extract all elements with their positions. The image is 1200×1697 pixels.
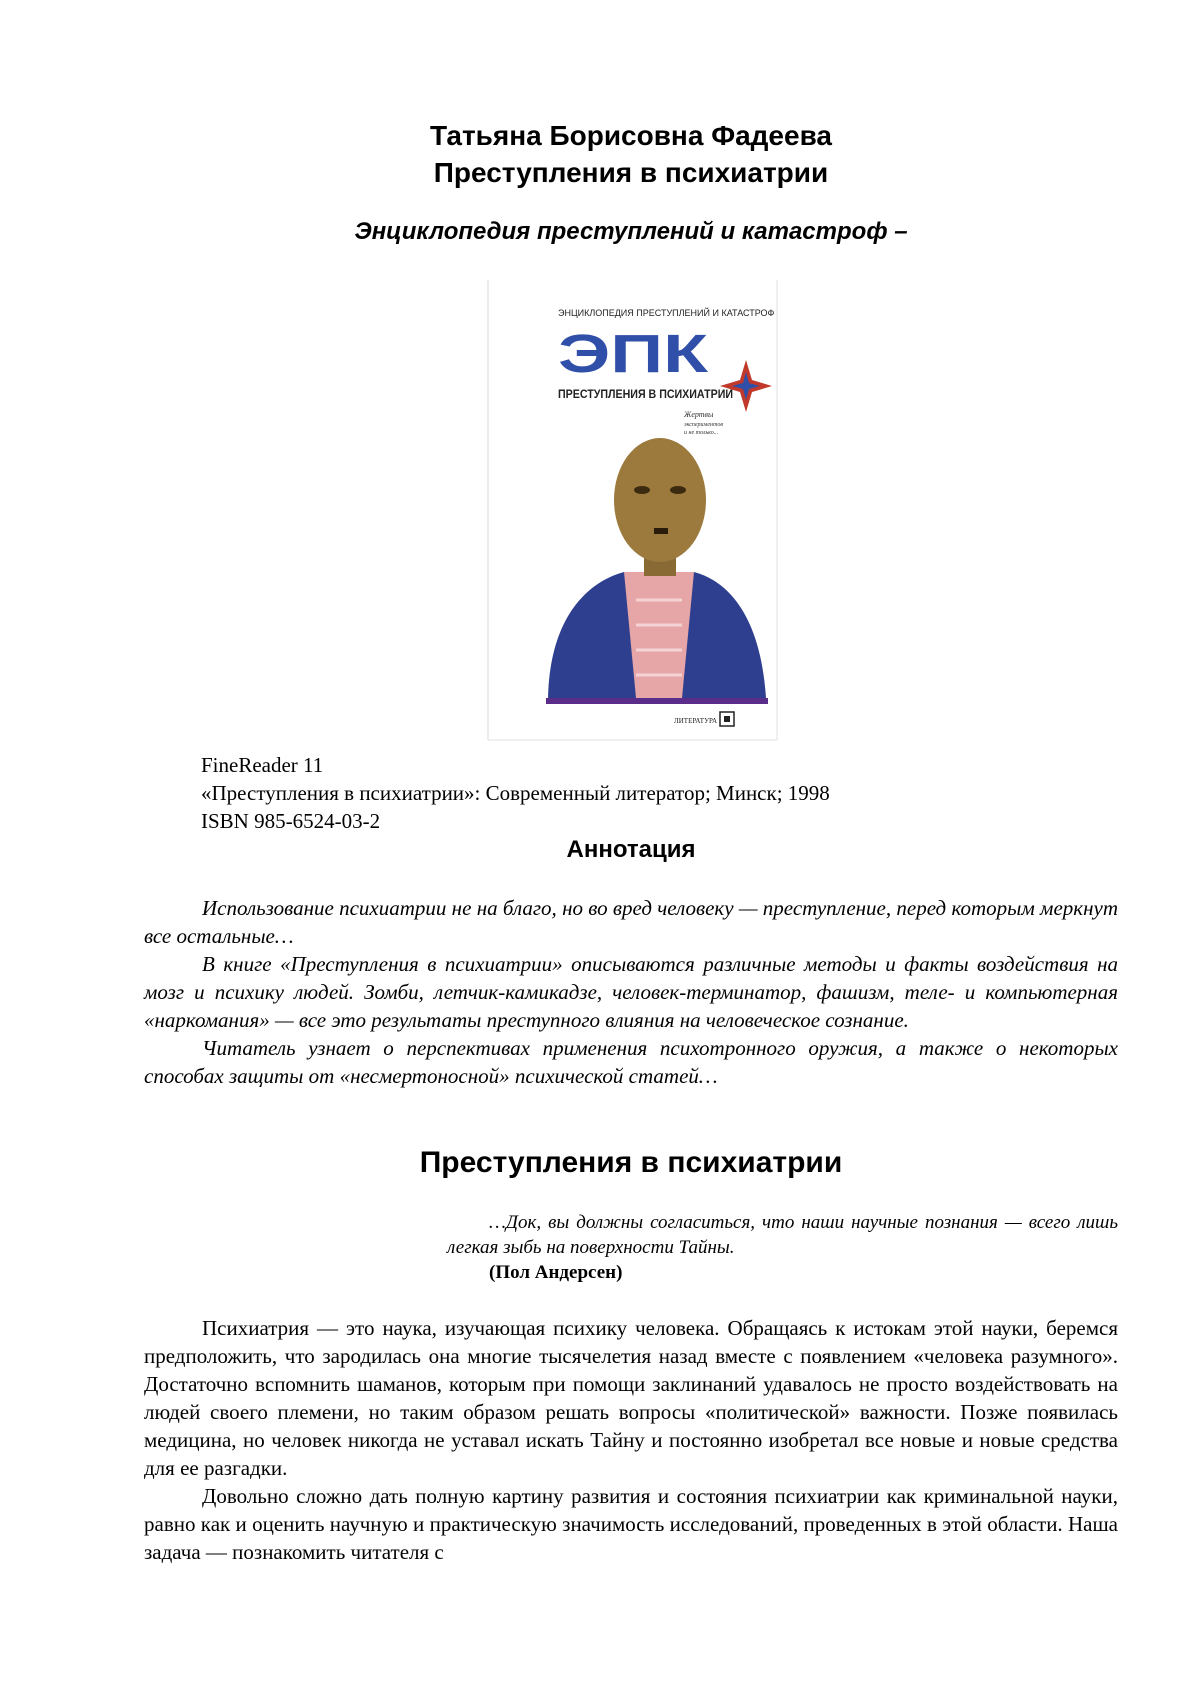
software-line: FineReader 11 [201, 753, 324, 777]
title-block [0, 117, 1200, 191]
annotation-text [144, 894, 1118, 1090]
cover-subtitle-1: Жертвы [684, 410, 714, 419]
cover-title: ПРЕСТУПЛЕНИЯ В ПСИХИАТРИИ [558, 387, 733, 401]
isbn-line: ISBN 985-6524-03-2 [201, 809, 381, 833]
epigraph-quote: …Док, вы должны согласиться, что наши научные познания — всего лишь легкая зыбь на поверхности Тайны. [447, 1212, 1118, 1258]
chapter-heading: Преступления в психиатрии [419, 1146, 843, 1179]
body-paragraph: Довольно сложно дать полную картину развития и состояния психиатрии как криминальной науки, равно как и оценить научную и практическую значимость исследований, проведенных в этой области. Наша задача — познакомить читателя с [144, 1484, 1118, 1564]
author-name: Татьяна Борисовна Фадеева [429, 120, 832, 151]
publication-meta [201, 751, 830, 835]
annotation-heading: Аннотация [566, 836, 696, 863]
cover-subtitle-2: экспериментов [684, 422, 723, 428]
cover-series-text: ЭНЦИКЛОПЕДИЯ ПРЕСТУПЛЕНИЙ И КАТАСТРОФ [558, 308, 775, 318]
chapter-body [144, 1314, 1118, 1566]
epigraph-author: (Пол Андерсен) [489, 1262, 623, 1283]
body-paragraph: Психиатрия — это наука, изучающая психику человека. Обращаясь к истокам этой науки, беремся предположить, что зародилась она многие тысячелетия назад вместе с появлением «человека разумного». Достаточно вспомнить шаманов, которым при помощи заклинаний удавалось не просто воздействовать на людей своего племени, но таким образом решать вопросы «политической» важности. Позже появилась медицина, но человек никогда не уставал искать Тайну и постоянно изобретал все новые и новые средства для ее разгадки. [144, 1316, 1118, 1480]
book-cover-image [484, 280, 784, 750]
cover-publisher: ЛИТЕРАТУРА [674, 717, 718, 725]
annotation-paragraph: Использование психиатрии не на благо, но во вред человеку — преступление, перед которым меркнут все остальные… [144, 896, 1118, 948]
book-title: Преступления в психиатрии [433, 157, 829, 188]
epigraph [447, 1210, 1118, 1285]
cover-logo: ЭПК [558, 324, 710, 384]
annotation-paragraph: Читатель узнает о перспективах применения психотронного оружия, а также о некоторых способах защиты от «несмертоносной» психической статей… [144, 1036, 1118, 1088]
cover-subtitle-3: и не только... [684, 430, 719, 436]
annotation-paragraph: В книге «Преступления в психиатрии» описываются различные методы и факты воздействия на мозг и психику людей. Зомби, летчик-камикадзе, человек-терминатор, фашизм, теле- и компьютерная «наркомания» — все это результаты преступного влияния на человеческое сознание. [144, 952, 1118, 1032]
publication-line: «Преступления в психиатрии»: Современный литератор; Минск; 1998 [201, 781, 830, 805]
series-title: Энциклопедия преступлений и катастроф – [354, 218, 908, 245]
